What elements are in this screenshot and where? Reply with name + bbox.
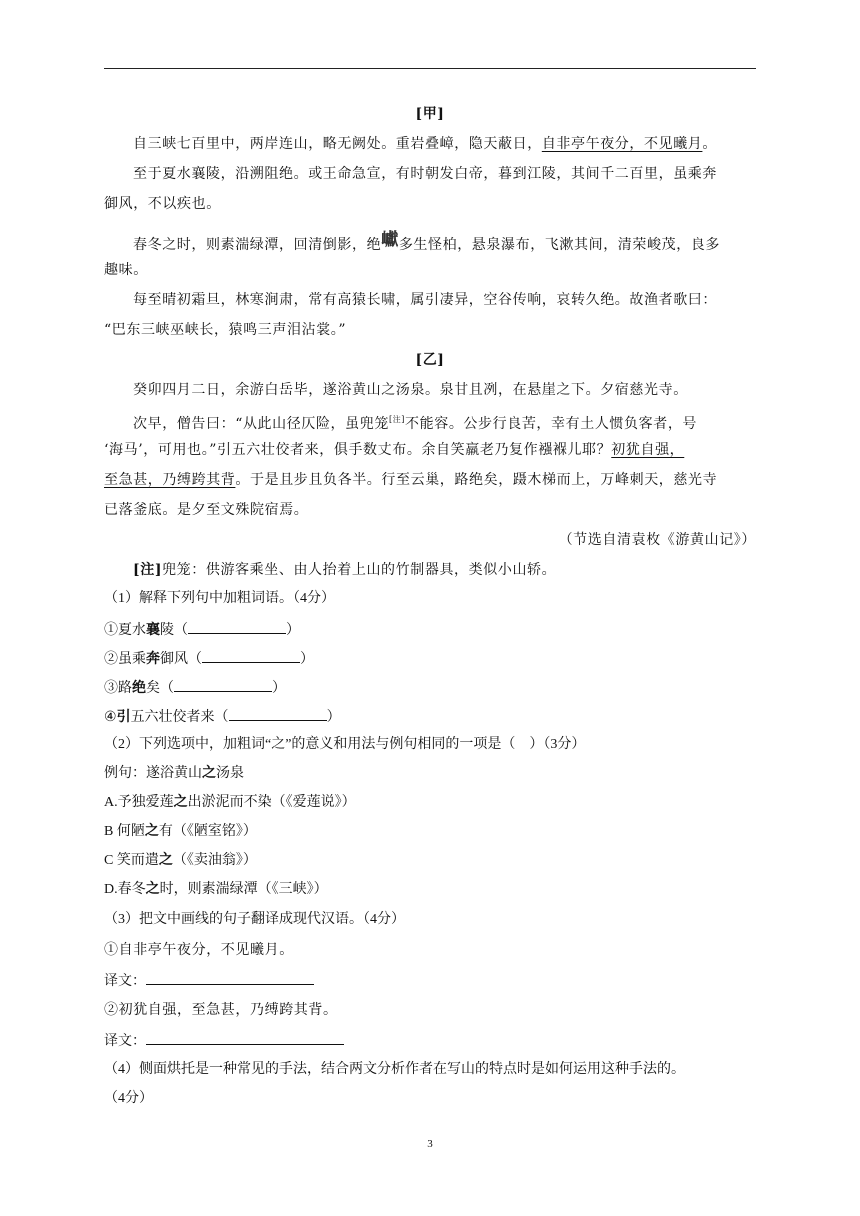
underlined-sentence-2-part-2: 至急甚，乃缚跨其背 <box>104 472 236 488</box>
answer-blank[interactable] <box>174 677 272 692</box>
passage-jia-paragraph-3-line-2: 趣味。 <box>104 262 148 278</box>
passage-yi-header: [乙] <box>415 352 445 368</box>
text-run: 多生怪柏，悬泉瀑布，飞漱其间，清荣峻茂，良多 <box>398 237 721 253</box>
question-2-option-c[interactable] <box>104 851 257 871</box>
header-rule <box>104 68 756 69</box>
bold-word: 之 <box>144 824 159 839</box>
text-run: 。于是且步且负各半。行至云巢，路绝矣，蹑木梯而上，万峰刺天，慈光寺 <box>235 472 718 488</box>
text-run: 。 <box>702 136 718 152</box>
question-3-prompt: （3）把文中画线的句子翻译成现代汉语。（4分） <box>104 912 405 927</box>
text-run: 次早，僧告曰：“从此山径仄险，虽兜笼 <box>133 416 389 432</box>
text-run: 时，则素湍绿潭（《三峡》） <box>159 882 328 897</box>
text-run: 有（《陋室铭》） <box>158 824 257 839</box>
text-run: B 何陋 <box>104 824 145 839</box>
question-3-sentence-1: ①自非亭午夜分，不见曦月。 <box>104 942 294 958</box>
text-run: 路 <box>118 681 132 696</box>
question-1-item-1 <box>104 619 300 641</box>
passage-jia-paragraph-4-line-1: 每至晴初霜旦，林寒涧肃，常有高猿长啸，属引凄异，空谷传响，哀转久绝。故渔者歌曰： <box>133 292 717 308</box>
note-text: 兜笼：供游客乘坐、由人抬着上山的竹制器具，类似小山轿。 <box>162 562 557 578</box>
text-run: ‘海马’，可用也。”引五六壮佼者来，俱手数丈布。余自笑羸老乃复作襁褓儿耶？ <box>104 442 612 458</box>
question-3-sentence-2: ②初犹自强，至急甚，乃缚跨其背。 <box>104 1002 338 1018</box>
question-1-item-3 <box>104 677 286 699</box>
question-2-option-b[interactable] <box>104 822 257 842</box>
note-label: [注] <box>133 562 163 578</box>
translation-blank-1[interactable] <box>146 970 314 985</box>
text-run: 自三峡七百里中，两岸连山，略无阙处。重岩叠嶂，隐天蔽日， <box>133 136 542 152</box>
bold-word: 之 <box>202 766 216 781</box>
text-run: 例句：遂浴黄山 <box>104 766 202 781</box>
answer-label: 译文： <box>104 974 146 989</box>
text-run: A.予独爱莲 <box>104 795 174 810</box>
bold-word: 之 <box>173 795 188 810</box>
passage-jia-paragraph-2-line-2: 御风，不以疾也。 <box>104 196 221 212</box>
text-run: 虽乘 <box>118 652 146 667</box>
underlined-sentence-2-part-1: 初犹自强， <box>611 442 685 458</box>
question-2-option-d[interactable] <box>104 880 328 900</box>
bold-word: 奔 <box>146 652 160 667</box>
item-number: ④ <box>104 710 117 725</box>
bold-word: 引 <box>116 710 131 725</box>
passage-jia-paragraph-3-line-1 <box>133 230 720 255</box>
text-run: ） <box>272 681 286 696</box>
passage-yi-paragraph-1: 癸卯四月二日，余游白岳毕，遂浴黄山之汤泉。泉甘且冽，在悬崖之下。夕宿慈光寺。 <box>133 382 688 398</box>
question-3-answer-2 <box>104 1030 344 1052</box>
page-number: 3 <box>427 1138 433 1150</box>
passage-yi-paragraph-2-line-1 <box>133 410 697 434</box>
question-2-prompt: （2）下列选项中，加粗词“之”的意义和用法与例句相同的一项是（ ）（3分） <box>104 737 586 752</box>
rare-character-glyph: 巘 <box>381 230 399 250</box>
question-1-item-4 <box>104 706 341 728</box>
text-run: 御风（ <box>160 652 202 667</box>
passage-yi-paragraph-2-line-3 <box>104 470 717 490</box>
annotation-note <box>133 560 556 580</box>
passage-yi-paragraph-2-line-2 <box>104 440 684 460</box>
answer-label: 译文： <box>104 1034 146 1049</box>
bold-word: 绝 <box>132 681 146 696</box>
text-run: 春冬之时，则素湍绿潭，回清倒影，绝 <box>133 237 382 253</box>
question-4-prompt-line-2: （4分） <box>104 1091 153 1106</box>
text-run: （《卖油翁》） <box>172 853 257 868</box>
item-number: ③ <box>104 681 118 696</box>
note-marker: [注] <box>388 415 406 424</box>
question-1-item-2 <box>104 648 314 670</box>
translation-blank-2[interactable] <box>146 1030 344 1045</box>
text-run: 陵（ <box>160 623 188 638</box>
passage-source: （节选自清袁枚《游黄山记》） <box>558 532 756 548</box>
question-2-option-a[interactable] <box>104 793 356 813</box>
text-run: 不能容。公步行良苦，幸有土人惯负客者，号 <box>405 416 698 432</box>
passage-jia-header: [甲] <box>415 106 445 122</box>
passage-jia-paragraph-4-line-2: “巴东三峡巫峡长，猿鸣三声泪沾裳。” <box>104 322 347 338</box>
text-run: C 笑而遣 <box>104 853 159 868</box>
answer-blank[interactable] <box>202 648 300 663</box>
bold-word: 之 <box>158 853 173 868</box>
text-run: 夏水 <box>118 623 146 638</box>
question-4-prompt-line-1: （4）侧面烘托是一种常见的手法，结合两文分析作者在写山的特点时是如何运用这种手法的。 <box>104 1062 685 1077</box>
bold-word: 襄 <box>146 623 160 638</box>
text-run: 出淤泥而不染（《爱莲说》） <box>187 795 356 810</box>
text-run: 五六壮佼者来（ <box>130 710 229 725</box>
text-run: D.春冬 <box>104 882 146 897</box>
answer-blank[interactable] <box>188 619 286 634</box>
question-3-answer-1 <box>104 970 314 992</box>
bold-word: 之 <box>145 882 160 897</box>
text-run: ） <box>300 652 314 667</box>
underlined-sentence-1: 自非亭午夜分，不见曦月 <box>541 136 703 152</box>
passage-yi-paragraph-2-line-4: 已落釜底。是夕至文殊院宿焉。 <box>104 502 309 518</box>
text-run: ） <box>286 623 300 638</box>
passage-jia-paragraph-1 <box>133 134 717 154</box>
text-run: ） <box>326 710 341 725</box>
question-1-prompt: （1）解释下列句中加粗词语。（4分） <box>104 591 335 606</box>
passage-jia-paragraph-2-line-1: 至于夏水襄陵，沿溯阻绝。或王命急宣，有时朝发白帝，暮到江陵，其间千二百里，虽乘奔 <box>133 166 717 182</box>
item-number: ② <box>104 652 118 667</box>
question-2-example <box>104 764 244 784</box>
item-number: ① <box>104 623 118 638</box>
text-run: 汤泉 <box>216 766 244 781</box>
answer-blank[interactable] <box>229 706 327 721</box>
text-run: 矣（ <box>146 681 174 696</box>
